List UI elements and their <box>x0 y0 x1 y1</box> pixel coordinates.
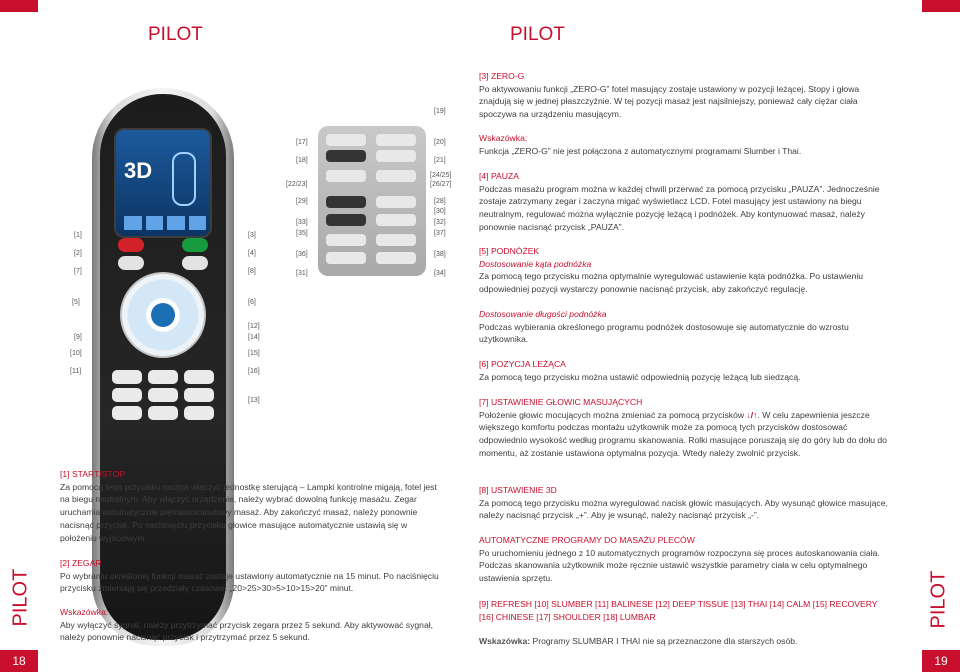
programs-line-1: [9] REFRESH [10] SLUMBER [11] BALINESE [12] DEEP TISSUE [13] THAI [14] CALM [15] RECOVERY <box>479 599 878 609</box>
zero-g-hint-section <box>479 132 891 157</box>
set-3d-body: Za pomocą tego przycisku można wyregulować nacisk głowic masujących. Aby wysunąć głowice masujące, należy nacisnąć przycisk „+”. Aby je wsunąć, należy nacisnąć przycisk „-”. <box>479 497 888 521</box>
callout-2: [2] <box>74 250 82 257</box>
footrest-angle-subtitle: Dostosowanie kąta podnóżka <box>479 258 592 269</box>
callout-12: [12] <box>248 323 260 330</box>
lcd-body-figure <box>172 152 196 206</box>
final-hint <box>479 635 891 648</box>
footrest-angle-body: Za pomocą tego przycisku można optymalnie wyregulować ustawienie kąta podnóżka. Po ustawieniu odpowiedniej pozycji wystarczy ponownie nacisnąć przycisk, aby zakończyć regulację. <box>479 271 864 295</box>
top-left-bar <box>0 0 38 12</box>
start-stop-title: [1] START/STOP <box>60 469 125 479</box>
set-3d-section <box>479 484 891 522</box>
callout-34: [34] <box>434 270 446 277</box>
side-label-left: PILOT <box>9 568 32 627</box>
pause-section <box>479 170 891 234</box>
lcd-display <box>114 128 212 238</box>
callout-35: [35] <box>296 230 308 237</box>
footrest-length-body: Podczas wybierania określonego programu podnóżek dostosowuje się automatycznie do wzrostu użytkownika. <box>479 321 849 345</box>
set-3d-title: [8] USTAWIENIE 3D <box>479 485 557 495</box>
start-stop-body: Za pomocą tego przycisku można włączyć jednostkę sterującą – Lampki kontrolne migają, fotel jest na biegu neutralnym. Aby włączyć urządzenie, należy wybrać dowolną funkcję masażu. Zegar uruchamia automatycznie piętnastominutowy masaż. Aby zakończyć masaż, należy ponownie nacisnąć przycisk. Po naciśnięciu przycisku głowice masujące automatycznie ustawią się w położeniu wyjściowym. <box>60 481 437 543</box>
callout-11: [11] <box>70 368 82 375</box>
callout-24-25: [24/25] <box>430 172 452 179</box>
callout-33: [33] <box>296 219 308 226</box>
auto-programs-section <box>479 534 891 585</box>
clock-button-img <box>118 256 144 270</box>
lcd-level-bars <box>124 216 206 230</box>
callout-37: [37] <box>434 230 446 237</box>
start-stop-button-img <box>118 238 144 252</box>
pause-button-img <box>182 256 208 270</box>
callout-36: [36] <box>296 251 308 258</box>
callout-20: [20] <box>434 139 446 146</box>
pause-body: Podczas masażu program można w każdej chwili przerwać za pomocą przycisku „PAUZA”. Jednocześnie zostaje zatrzymany zegar i zaczyna migać wyświetlacz LCD. Fotel masujący jest ustawiony na biegu neutralnym, regulować można wyłącznie pozycję leżącą i podnóżek. Aby kontynuować masaż, należy ponownie nacisnąć przycisk „PAUZA”. <box>479 183 880 232</box>
footrest-length-subtitle: Dostosowanie długości podnóżka <box>479 309 607 319</box>
callout-3: [3] <box>248 232 256 239</box>
final-hint-title: Wskazówka: <box>479 636 531 646</box>
clock-body: Po wybraniu określonej funkcji masaż zostaje ustawiony automatycznie na 15 minut. Po naciśnięciu przycisku zmieniają się przedziały czasowe: „20>25>30>5>10>15>20” minut. <box>60 570 439 594</box>
callout-38: [38] <box>434 251 446 258</box>
callout-7: [7] <box>74 268 82 275</box>
arrow-down-up-icon: ↓/↑ <box>746 409 758 420</box>
heads-body-b: . W celu zapewnienia jeszcze większego komfortu podczas montażu użytkownik może za pomocą tych przycisków dostosować odpowiednio wysokość według programu skanowania. Rolki masujące poruszają się do góry lub do dołu do momentu, aż zostanie ustawiona optymalna pozycja. Wtedy należy zwolnić przycisk. <box>479 409 887 458</box>
page-number-right: 19 <box>922 650 960 672</box>
clock-title: [2] ZEGAR <box>60 558 102 568</box>
callout-9: [9] <box>74 334 82 341</box>
callout-30: [30] <box>434 208 446 215</box>
auto-programs-title: AUTOMATYCZNE PROGRAMY DO MASAŻU PLECÓW <box>479 535 695 545</box>
callout-5: [5] <box>72 299 80 306</box>
callout-19: [19] <box>434 108 446 115</box>
navigation-dial-img <box>120 272 206 358</box>
clock-hint-title: Wskazówka: <box>60 607 109 617</box>
footrest-length-section <box>479 308 891 346</box>
callout-14: [14] <box>248 334 260 341</box>
zero-g-button-img <box>182 238 208 252</box>
callout-17: [17] <box>296 139 308 146</box>
final-hint-body: Programy SLUMBAR I THAI nie są przeznaczone dla starszych osób. <box>532 636 798 646</box>
recline-body: Za pomocą tego przycisku można ustawić odpowiednią pozycję leżącą lub siedzącą. <box>479 371 801 382</box>
header-left: PILOT <box>148 24 203 45</box>
final-hint-section <box>479 635 891 648</box>
callout-10: [10] <box>70 350 82 357</box>
footrest-section <box>479 245 891 296</box>
programs-line-2: [16] CHINESE [17] SHOULDER [18] LUMBAR <box>479 611 656 622</box>
zero-g-hint-body: Funkcja „ZERO-G” nie jest połączona z automatycznymi programami Slumber i Thai. <box>479 145 802 156</box>
side-label-right: PILOT <box>927 570 950 629</box>
top-right-bar <box>922 0 960 12</box>
heads-body <box>479 409 891 460</box>
clock-hint-section <box>60 606 440 644</box>
clock-section <box>60 557 440 595</box>
callout-31: [31] <box>296 270 308 277</box>
start-stop-section <box>60 468 440 544</box>
callout-32: [32] <box>434 219 446 226</box>
lcd-3d-text: 3D <box>124 158 153 183</box>
recline-title: [6] POZYCJA LEŻĄCA <box>479 359 566 369</box>
callout-26-27: [26/27] <box>430 181 452 188</box>
auto-programs-body: Po uruchomieniu jednego z 10 automatycznych programów rozpoczyna się proces autoskanowania ciała. Podczas skanowania użytkownik może ręcznie ustawić wszystkie parametry ciała w celu optymalnego ustawienia sprzętu. <box>479 547 880 584</box>
callout-21: [21] <box>434 157 446 164</box>
callout-22-23: [22/23] <box>286 181 308 188</box>
callout-29: [29] <box>296 198 308 205</box>
side-button-panel-img <box>318 126 426 276</box>
clock-hint-body: Aby wyłączyć sygnał, należy przytrzymać przycisk zegara przez 5 sekund. Aby aktywować sygnał, należy ponownie nacisnąć przycisk i przytrzymać przez 5 sekund. <box>60 619 434 643</box>
callout-8: [8] <box>248 268 256 275</box>
programs-list <box>479 598 891 623</box>
zero-g-section <box>479 70 891 121</box>
heads-section <box>479 396 891 460</box>
header-right: PILOT <box>510 24 565 45</box>
zero-g-hint-title: Wskazówka: <box>479 133 528 143</box>
heads-body-a: Położenie głowic mocujących można zmieniać za pomocą przycisków <box>479 409 745 420</box>
callout-28: [28] <box>434 198 446 205</box>
callout-13: [13] <box>248 397 260 404</box>
heads-title: [7] USTAWIENIE GŁOWIC MASUJĄCYCH <box>479 397 643 407</box>
page-number-left: 18 <box>0 650 38 672</box>
callout-18: [18] <box>296 157 308 164</box>
zero-g-body: Po aktywowaniu funkcji „ZERO-G” fotel masujący zostaje ustawiony w pozycji leżącej. Stopy i głowa znajdują się w jednej płaszczyźnie. W tej pozycji masaż jest najsilniejszy, ponieważ cały ciężar ciała spoczywa na urządzeniu masującym. <box>479 83 860 120</box>
zero-g-title: [3] ZERO-G <box>479 71 525 81</box>
recline-section <box>479 358 891 383</box>
callout-1: [1] <box>74 232 82 239</box>
callout-6: [6] <box>248 299 256 306</box>
callout-15: [15] <box>248 350 260 357</box>
footrest-title: [5] PODNÓŻEK <box>479 246 540 256</box>
callout-16: [16] <box>248 368 260 375</box>
pause-title: [4] PAUZA <box>479 171 519 181</box>
callout-4: [4] <box>248 250 256 257</box>
